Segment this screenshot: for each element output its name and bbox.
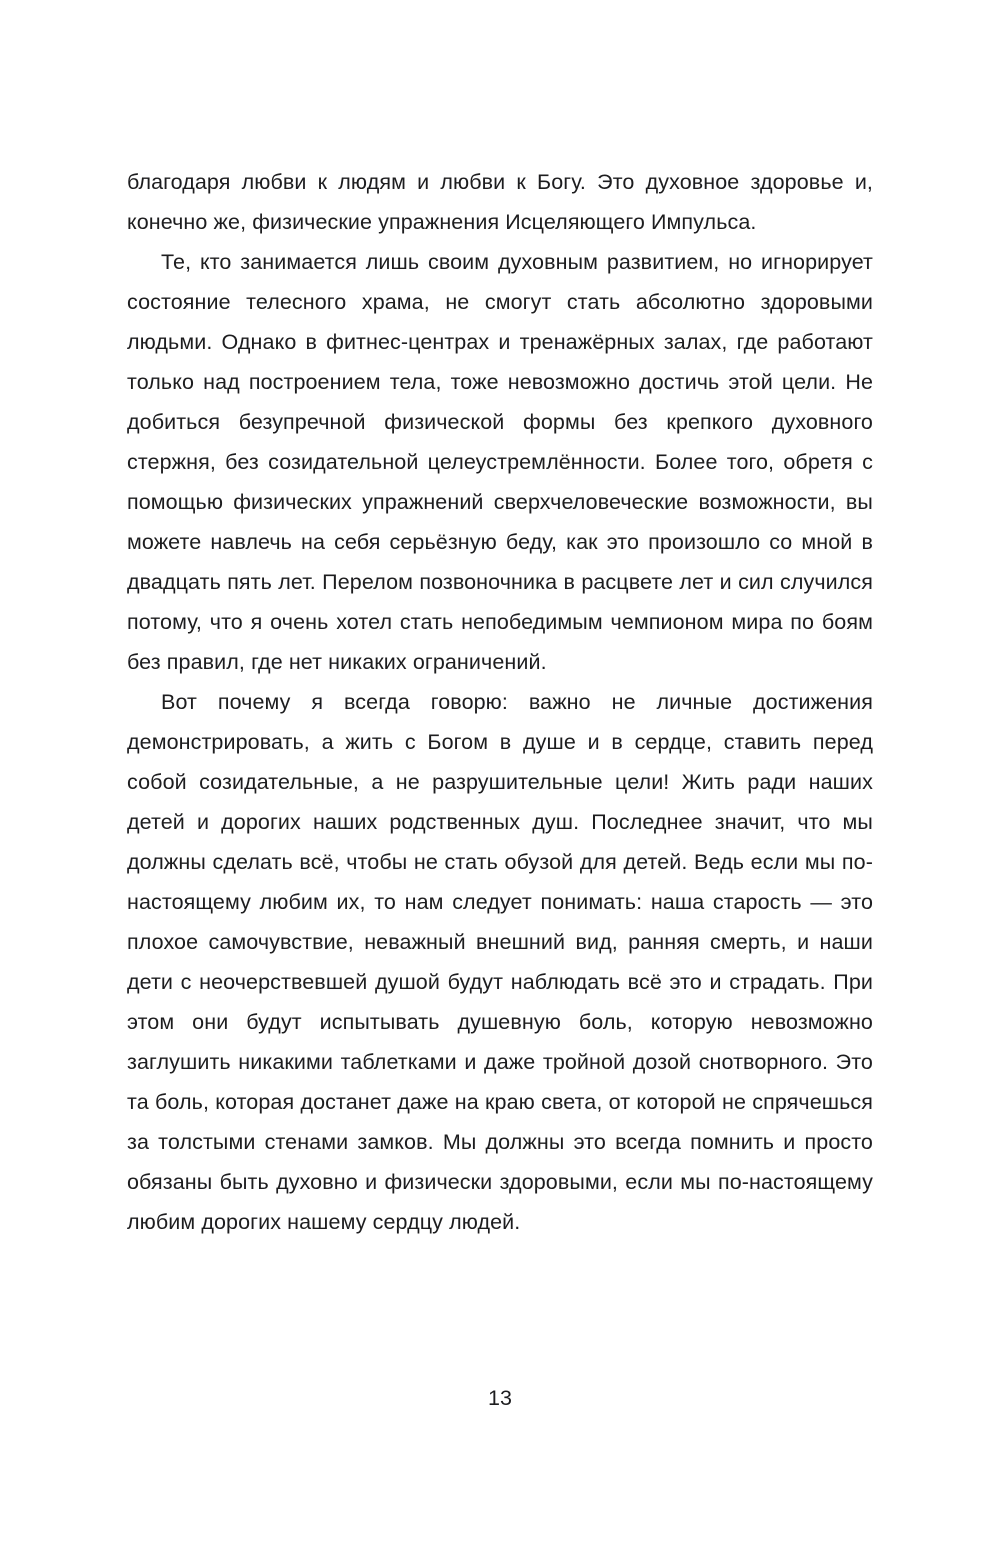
page-number: 13 — [488, 1386, 512, 1410]
page-footer — [0, 1378, 1000, 1418]
page-text-block — [127, 162, 873, 1242]
paragraph: Те, кто занимается лишь своим духовным развитием, но игнорирует состояние телесного храма, не смогут стать абсолютно здоровыми людьми. Однако в фитнес-центрах и тренажёрных залах, где работают только над построением тела, тоже невозможно достичь этой цели. Не добиться безупречной физической формы без крепкого духовного стержня, без созидательной целеустремлённости. Более того, обретя с помощью физических упражнений сверхчеловеческие возможности, вы можете навлечь на себя серьёзную беду, как это произошло со мной в двадцать пять лет. Перелом позвоночника в расцвете лет и сил случился потому, что я очень хотел стать непобедимым чемпионом мира по боям без правил, где нет никаких ограничений. — [127, 250, 873, 674]
paragraph-continuation: благодаря любви к людям и любви к Богу. Это духовное здоровье и, конечно же, физические упражнения Исцеляющего Импульса. — [127, 170, 873, 234]
paragraph: Вот почему я всегда говорю: важно не личные достижения демонстрировать, а жить с Богом в душе и в сердце, ставить перед собой созидательные, а не разрушительные цели! Жить ради наших детей и дорогих наших родственных душ. Последнее значит, что мы должны сделать всё, чтобы не стать обузой для детей. Ведь если мы по-настоящему любим их, то нам следует понимать: наша старость — это плохое самочувствие, неважный внешний вид, ранняя смерть, и наши дети с неочерствевшей душой будут наблюдать всё это и страдать. При этом они будут испытывать душевную боль, которую невозможно заглушить никакими таблетками и даже тройной дозой снотворного. Это та боль, которая достанет даже на краю света, от которой не спрячешься за толстыми стенами замков. Мы должны это всегда помнить и просто обязаны быть духовно и физически здоровыми, если мы по-настоящему любим дорогих нашему сердцу людей. — [127, 690, 873, 1234]
